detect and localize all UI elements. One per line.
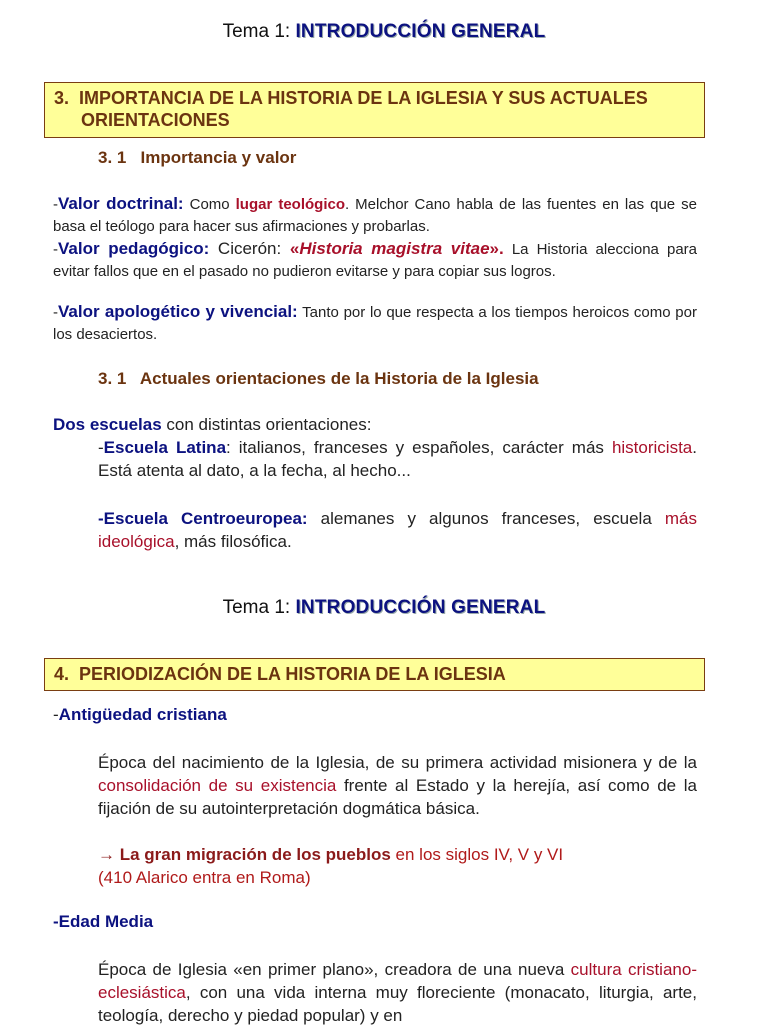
text: frente al Estado y la herejía, así como de la fijación de su autointerpretación dogmática básica. (98, 776, 697, 818)
valor-pedagogico-paragraph (53, 237, 697, 282)
text: Época del nacimiento de la Iglesia, de su primera actividad misionera y de la (98, 753, 697, 772)
dos-escuelas-line (53, 413, 371, 436)
text: , con una vida interna muy floreciente (monacato, liturgia, arte, teología, derecho y piedad popular) y en (98, 983, 697, 1025)
edad-media-heading: -Edad Media (53, 912, 154, 931)
section-4-title: 4. PERIODIZACIÓN DE LA HISTORIA DE LA IGLESIA (54, 664, 506, 684)
escuela-centroeuropea-label: -Escuela Centroeuropea: (98, 509, 308, 528)
escuela-latina-label: Escuela Latina (103, 438, 227, 457)
valor-apologetico-label: Valor apologético y vivencial: (58, 302, 298, 321)
subheading-orientaciones: 3. 1 Actuales orientaciones de la Historia de la Iglesia (98, 369, 539, 388)
consolidacion-highlight: consolidación de su existencia (98, 776, 337, 795)
valor-apologetico-paragraph (53, 301, 697, 345)
slide1-tema-heading (0, 21, 768, 43)
quote-open: « (289, 239, 300, 258)
text: : italianos, franceses y españoles, carácter más (226, 438, 612, 457)
valor-doctrinal-paragraph (53, 193, 697, 237)
valor-pedagogico-label: Valor pedagógico: (58, 239, 210, 258)
dos-escuelas-label: Dos escuelas (53, 415, 162, 434)
text: , más filosófica. (174, 532, 292, 551)
edad-media-paragraph (98, 958, 697, 1027)
historia-magistra-quote: Historia magistra vitae (299, 239, 490, 258)
text: . Melchor Cano habla de las fuentes en las que se basa el teólogo para hacer sus afirmaciones y probarlas. (53, 196, 697, 235)
tema-title: INTRODUCCIÓN GENERAL (295, 21, 546, 42)
text: Como (183, 196, 236, 213)
dash: - (98, 438, 104, 457)
slide2-tema-heading (0, 597, 768, 619)
migracion-line (98, 843, 697, 866)
escuela-latina-paragraph (98, 436, 697, 482)
dash: - (53, 304, 58, 321)
dash: - (53, 241, 58, 258)
escuela-centroeuropea-paragraph (98, 507, 697, 553)
text: Cicerón: (209, 239, 290, 258)
tema-prefix: Tema 1: (222, 21, 296, 42)
subheading-importancia: 3. 1 Importancia y valor (98, 148, 297, 167)
text: Tanto por lo que respecta a los tiempos heroicos como por los desaciertos. (53, 304, 697, 343)
dash: - (53, 196, 58, 213)
text: Época de Iglesia «en primer plano», creadora de una nueva (98, 960, 571, 979)
section-4-box (44, 658, 705, 691)
tema-prefix: Tema 1: (222, 597, 296, 618)
section-3-title-line2: ORIENTACIONES (81, 110, 230, 130)
text: con distintas orientaciones: (161, 415, 372, 434)
alarico-note: (410 Alarico entra en Roma) (98, 868, 311, 887)
section-3-number: 3. (54, 88, 70, 108)
text: alemanes y algunos franceses, escuela (307, 509, 665, 528)
cultura-highlight: cultura cristiano-eclesiástica (98, 960, 697, 1002)
section-3-box (44, 82, 705, 138)
lugar-teologico-highlight: lugar teológico (235, 196, 345, 213)
migracion-label: La gran migración de los pueblos (115, 845, 391, 864)
text: . Está atenta al dato, a la fecha, al hecho... (98, 438, 697, 480)
valor-doctrinal-label: Valor doctrinal: (58, 194, 184, 213)
quote-close: ». (489, 239, 504, 258)
text: La Historia alecciona para evitar fallos que en el pasado no pudieron evitarse y para copiar sus logros. (53, 241, 698, 280)
arrow-right-icon: → (98, 845, 115, 864)
section-3-title-line1: IMPORTANCIA DE LA HISTORIA DE LA IGLESIA Y SUS ACTUALES (79, 88, 648, 108)
dash: - (53, 705, 59, 724)
mas-ideologica-highlight: más ideológica (98, 509, 697, 551)
historicista-highlight: historicista (611, 438, 693, 457)
text: en los siglos IV, V y VI (390, 845, 564, 864)
antiguedad-paragraph (98, 751, 697, 820)
tema-title: INTRODUCCIÓN GENERAL (295, 597, 546, 618)
antiguedad-heading (53, 705, 227, 725)
antiguedad-label: Antigüedad cristiana (58, 705, 227, 724)
